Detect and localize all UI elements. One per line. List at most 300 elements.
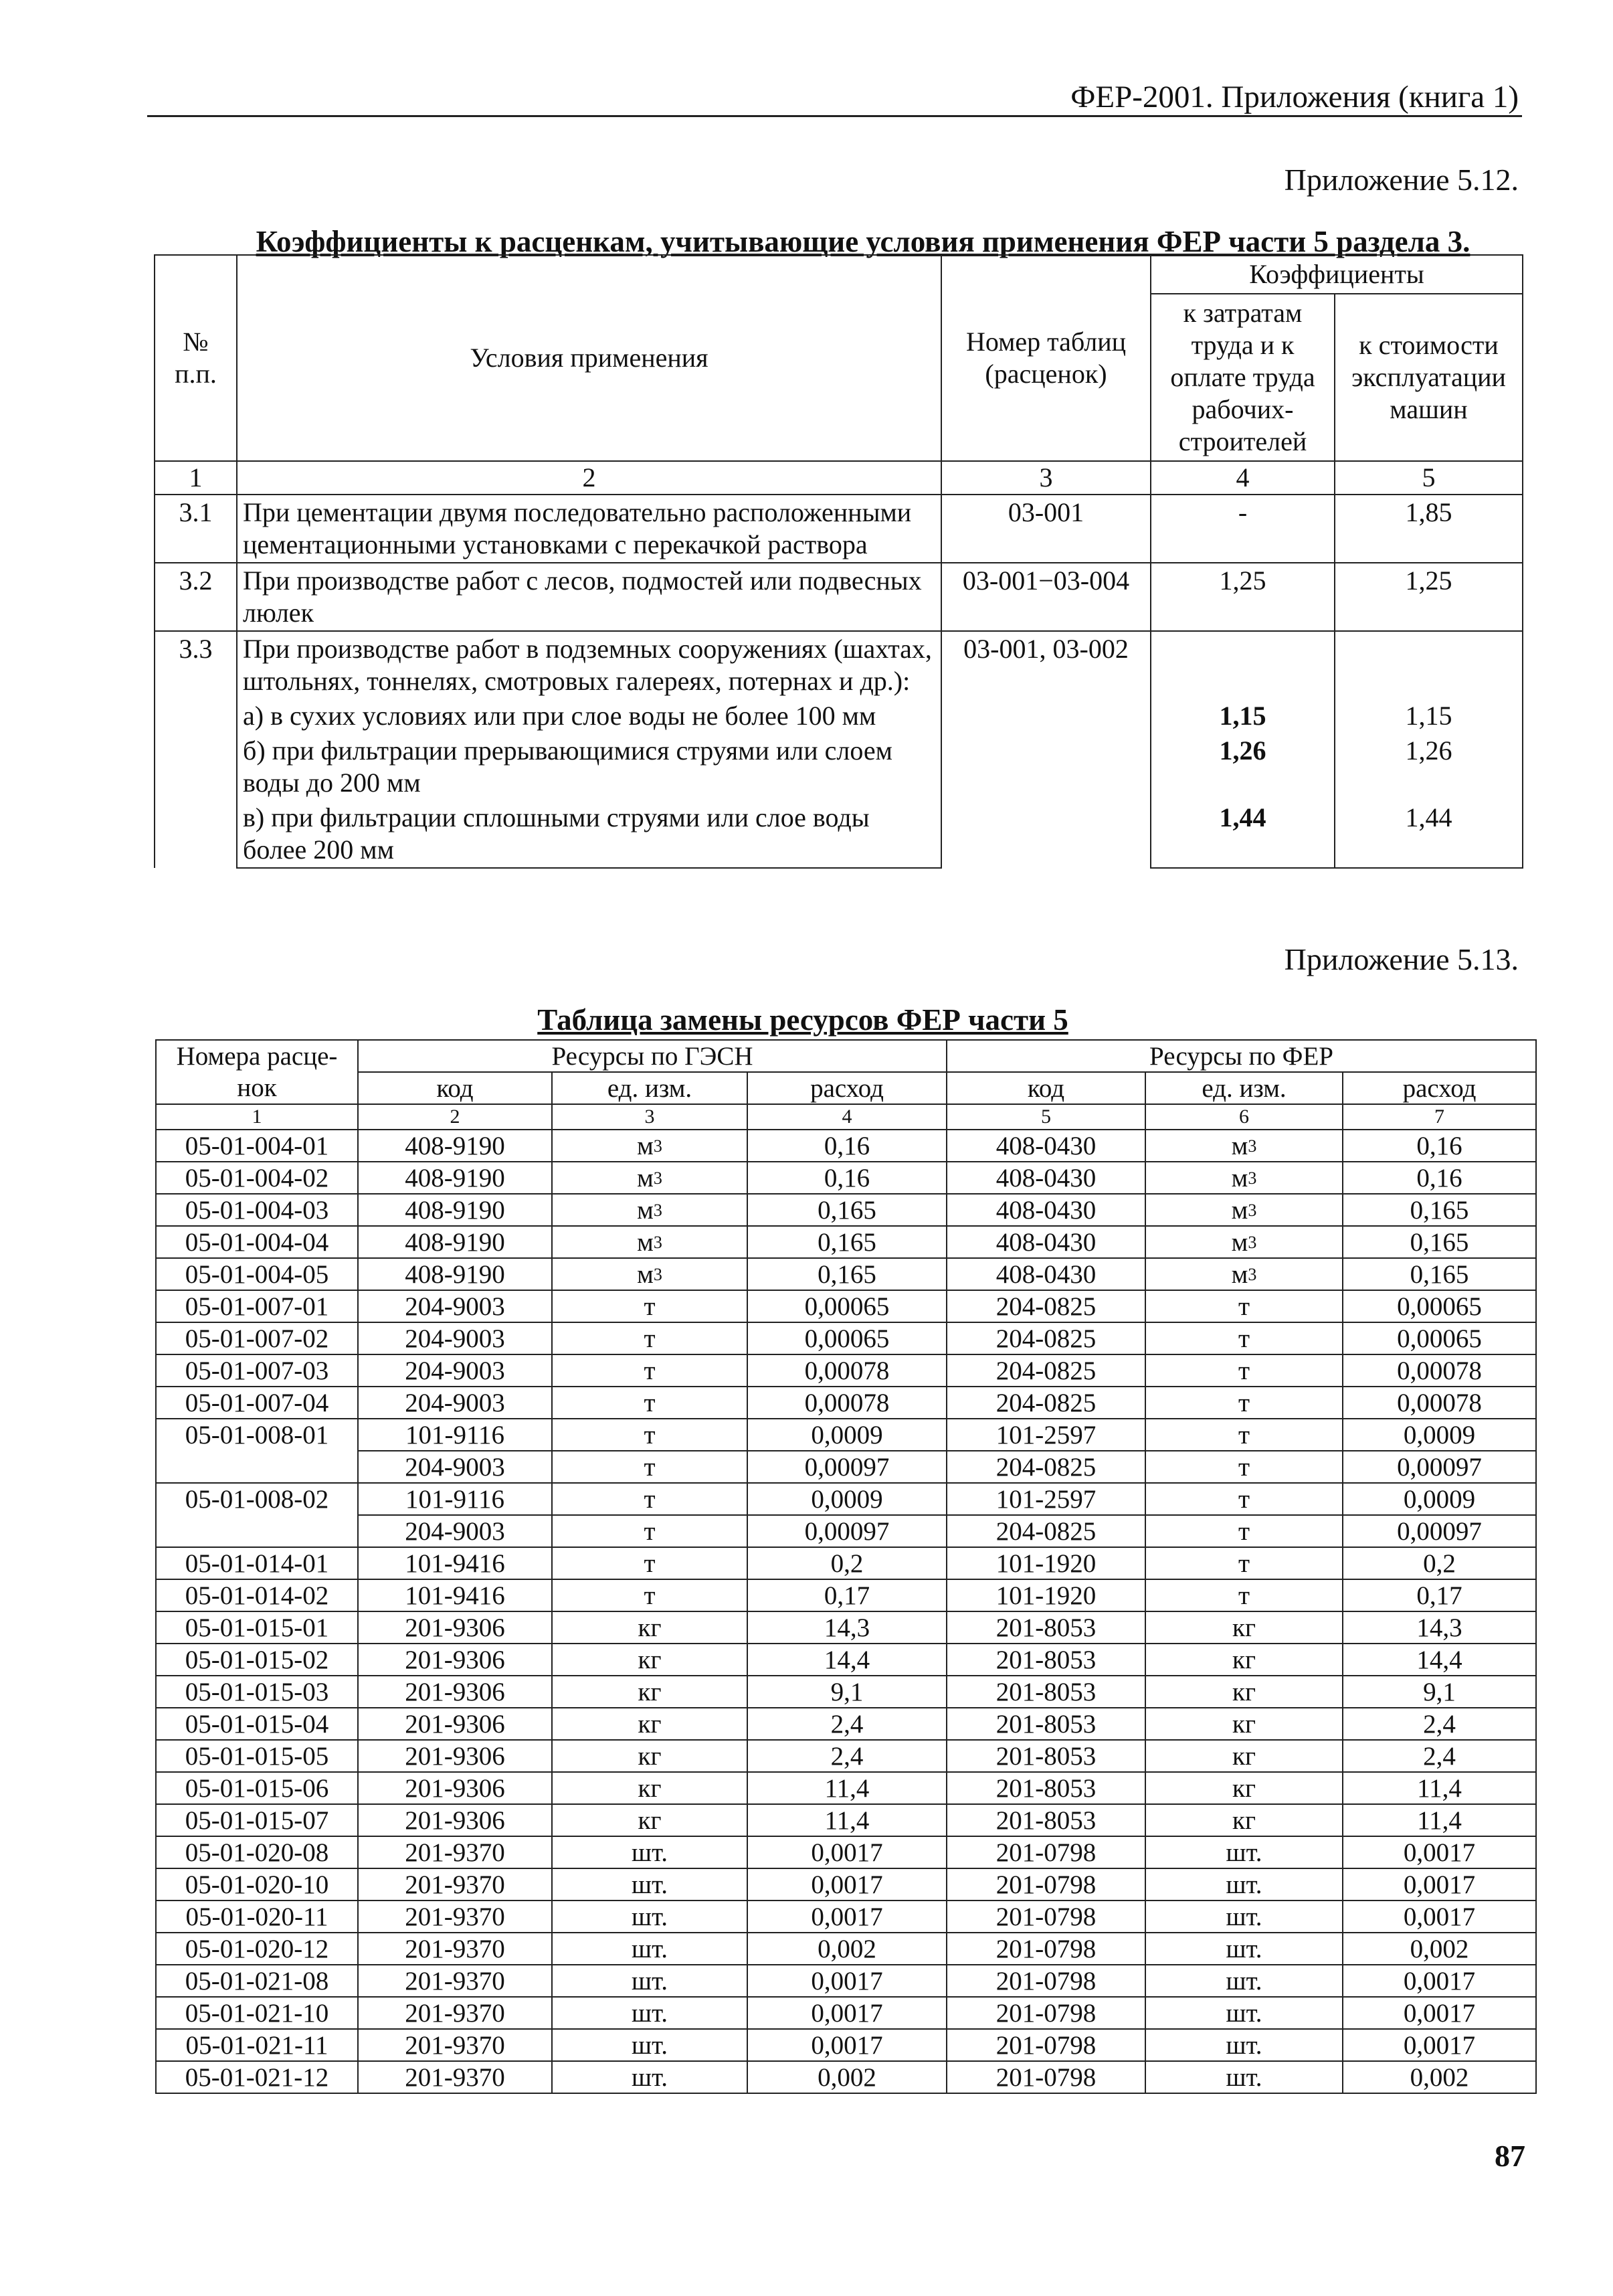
cell-fer-consumption: 0,0017 (1343, 1868, 1536, 1901)
cell-fer-code: 201-0798 (947, 1901, 1145, 1933)
column-number: 1 (156, 1104, 358, 1130)
cell-fer-unit: т (1145, 1290, 1343, 1322)
table-row (156, 1997, 1536, 2029)
cell-fer-consumption: 0,165 (1343, 1258, 1536, 1290)
cell-fer-unit: т (1145, 1547, 1343, 1579)
appendix-5-13-label: Приложение 5.13. (1284, 942, 1519, 976)
header-coefficients: Коэффициенты (1151, 255, 1523, 294)
cell-fer-unit (1145, 1226, 1343, 1258)
subrow-labor: 1,44 (1151, 800, 1335, 868)
cell-fer-unit: кг (1145, 1708, 1343, 1740)
header-gesn-unit: ед. изм. (552, 1072, 747, 1104)
cell-gesn-consumption: 0,2 (747, 1547, 947, 1579)
cell-gesn-code: 204-9003 (358, 1451, 552, 1483)
unit-superscript: 3 (653, 1200, 662, 1220)
cell-gesn-code: 201-9370 (358, 1997, 552, 2029)
table-row (156, 1708, 1536, 1740)
cell-gesn-unit: шт. (552, 1901, 747, 1933)
cell-rate-number: 05-01-015-02 (156, 1644, 358, 1676)
cell-gesn-unit (552, 1130, 747, 1162)
cell-fer-consumption: 2,4 (1343, 1740, 1536, 1772)
row-condition: При производстве работ в подземных сооружениях (шахтах, штольнях, тоннелях, смотровых галереях, потернах и др.): (237, 631, 941, 699)
cell-gesn-code: 204-9003 (358, 1387, 552, 1419)
table-1-title: Коэффициенты к расценкам, учитывающие условия применения ФЕР части 5 раздела 3. (256, 225, 1470, 258)
unit-base: м (1231, 1131, 1248, 1160)
table-row (156, 1354, 1536, 1387)
table-row (156, 1258, 1536, 1290)
cell-rate-number: 05-01-007-01 (156, 1290, 358, 1322)
unit-superscript: 3 (1248, 1168, 1257, 1188)
cell-gesn-unit: т (552, 1579, 747, 1611)
subrow-machines: 1,15 (1335, 699, 1523, 733)
header-fer-unit: ед. изм. (1145, 1072, 1343, 1104)
cell-gesn-code: 201-9306 (358, 1644, 552, 1676)
cell-gesn-consumption: 0,0017 (747, 1965, 947, 1997)
cell-gesn-code: 201-9370 (358, 1901, 552, 1933)
cell-fer-consumption: 0,00065 (1343, 1290, 1536, 1322)
cell-gesn-consumption: 11,4 (747, 1772, 947, 1804)
cell-gesn-unit: т (552, 1483, 747, 1515)
running-header: ФЕР-2001. Приложения (книга 1) (1070, 80, 1519, 114)
table-row (156, 1804, 1536, 1836)
table-row (156, 1515, 1536, 1547)
unit-superscript: 3 (653, 1136, 662, 1156)
cell-fer-consumption: 0,00078 (1343, 1354, 1536, 1387)
cell-fer-code: 204-0825 (947, 1354, 1145, 1387)
cell-fer-unit: кг (1145, 1644, 1343, 1676)
cell-fer-unit: шт. (1145, 1997, 1343, 2029)
cell-rate-number: 05-01-004-02 (156, 1162, 358, 1194)
cell-fer-code: 201-8053 (947, 1644, 1145, 1676)
cell-gesn-unit (552, 1194, 747, 1226)
cell-rate-number: 05-01-014-02 (156, 1579, 358, 1611)
cell-fer-consumption: 0,0017 (1343, 1836, 1536, 1868)
resources-table (155, 1039, 1537, 2094)
cell-gesn-unit: т (552, 1290, 747, 1322)
cell-gesn-code: 201-9370 (358, 1933, 552, 1965)
cell-fer-unit (1145, 1194, 1343, 1226)
cell-gesn-consumption: 0,17 (747, 1579, 947, 1611)
row-labor: - (1151, 495, 1335, 563)
table-row (155, 563, 1523, 631)
cell-fer-code: 101-1920 (947, 1547, 1145, 1579)
cell-gesn-consumption: 0,0017 (747, 1836, 947, 1868)
cell-rate-number: 05-01-007-04 (156, 1387, 358, 1419)
cell-rate-number: 05-01-004-05 (156, 1258, 358, 1290)
header-gesn: Ресурсы по ГЭСН (358, 1040, 947, 1072)
header-gesn-consumption: расход (747, 1072, 947, 1104)
cell-rate-number: 05-01-015-06 (156, 1772, 358, 1804)
cell-gesn-code: 201-9306 (358, 1611, 552, 1644)
cell-gesn-code: 204-9003 (358, 1354, 552, 1387)
cell-gesn-consumption: 0,0017 (747, 1868, 947, 1901)
cell-gesn-code: 408-9190 (358, 1258, 552, 1290)
table-subrow (155, 733, 1523, 800)
subrow-labor: 1,15 (1151, 699, 1335, 733)
cell-fer-unit: т (1145, 1579, 1343, 1611)
row-tables: 03-001−03-004 (941, 563, 1151, 631)
cell-fer-consumption: 0,00065 (1343, 1322, 1536, 1354)
cell-gesn-consumption: 0,00097 (747, 1451, 947, 1483)
table-row (156, 1579, 1536, 1611)
cell-gesn-consumption: 2,4 (747, 1708, 947, 1740)
cell-rate-number (156, 1451, 358, 1483)
cell-gesn-code: 204-9003 (358, 1290, 552, 1322)
cell-gesn-unit (552, 1226, 747, 1258)
cell-rate-number: 05-01-004-04 (156, 1226, 358, 1258)
row-labor (1151, 631, 1335, 699)
cell-gesn-consumption: 14,3 (747, 1611, 947, 1644)
cell-gesn-code: 101-9116 (358, 1483, 552, 1515)
table-row (156, 2061, 1536, 2093)
cell-fer-consumption: 9,1 (1343, 1676, 1536, 1708)
header-rates: Номера расце- (156, 1040, 358, 1072)
subrow-machines: 1,44 (1335, 800, 1523, 868)
table-row (156, 1611, 1536, 1644)
cell-fer-code: 408-0430 (947, 1162, 1145, 1194)
table-subrow (155, 800, 1523, 868)
cell-gesn-unit: кг (552, 1740, 747, 1772)
unit-superscript: 3 (653, 1264, 662, 1284)
cell-gesn-code: 201-9306 (358, 1708, 552, 1740)
row-tables: 03-001 (941, 495, 1151, 563)
table-row (156, 1290, 1536, 1322)
cell-gesn-code: 101-9116 (358, 1419, 552, 1451)
table-row (156, 1130, 1536, 1162)
cell-gesn-unit: т (552, 1387, 747, 1419)
cell-gesn-consumption: 0,00078 (747, 1387, 947, 1419)
table-row (156, 1868, 1536, 1901)
cell-fer-consumption: 0,00078 (1343, 1387, 1536, 1419)
unit-base: м (637, 1163, 654, 1193)
cell-rate-number: 05-01-021-12 (156, 2061, 358, 2093)
cell-gesn-consumption: 0,16 (747, 1130, 947, 1162)
cell-fer-consumption: 14,3 (1343, 1611, 1536, 1644)
cell-gesn-code: 201-9306 (358, 1804, 552, 1836)
row-num: 3.1 (155, 495, 237, 563)
cell-fer-code: 201-0798 (947, 1965, 1145, 1997)
table-row (156, 1419, 1536, 1451)
cell-fer-code: 204-0825 (947, 1290, 1145, 1322)
cell-fer-unit: шт. (1145, 1868, 1343, 1901)
cell-gesn-unit: шт. (552, 2061, 747, 2093)
cell-gesn-consumption: 0,002 (747, 1933, 947, 1965)
cell-rate-number (156, 1515, 358, 1547)
cell-fer-consumption: 0,0017 (1343, 1901, 1536, 1933)
cell-gesn-unit: т (552, 1354, 747, 1387)
cell-fer-code: 201-0798 (947, 1933, 1145, 1965)
cell-gesn-consumption: 2,4 (747, 1740, 947, 1772)
cell-fer-unit: шт. (1145, 1901, 1343, 1933)
unit-base: м (637, 1131, 654, 1160)
row-num: 3.2 (155, 563, 237, 631)
cell-gesn-consumption: 0,0017 (747, 2029, 947, 2061)
table-row (156, 1547, 1536, 1579)
cell-fer-code: 201-0798 (947, 1836, 1145, 1868)
unit-superscript: 3 (1248, 1136, 1257, 1156)
unit-superscript: 3 (653, 1232, 662, 1252)
table-row (156, 1451, 1536, 1483)
header-tables: Номер таблиц (расценок) (941, 255, 1151, 461)
cell-fer-unit: кг (1145, 1804, 1343, 1836)
cell-fer-consumption: 0,0017 (1343, 1997, 1536, 2029)
cell-fer-code: 201-8053 (947, 1804, 1145, 1836)
table-row (155, 631, 1523, 699)
cell-rate-number: 05-01-020-11 (156, 1901, 358, 1933)
row-condition: При производстве работ с лесов, подмостей или подвесных люлек (237, 563, 941, 631)
cell-gesn-unit: шт. (552, 2029, 747, 2061)
cell-rate-number: 05-01-015-07 (156, 1804, 358, 1836)
resources-table-body (156, 1130, 1536, 2093)
page-number: 87 (1495, 2139, 1525, 2173)
table-row (156, 1226, 1536, 1258)
cell-gesn-code: 201-9370 (358, 1868, 552, 1901)
appendix-5-12-label: Приложение 5.12. (1284, 163, 1519, 197)
table-row (156, 1933, 1536, 1965)
cell-gesn-unit: кг (552, 1676, 747, 1708)
cell-rate-number: 05-01-020-10 (156, 1868, 358, 1901)
cell-fer-consumption: 14,4 (1343, 1644, 1536, 1676)
cell-gesn-consumption: 0,0009 (747, 1483, 947, 1515)
table-row (156, 1644, 1536, 1676)
cell-gesn-unit: кг (552, 1708, 747, 1740)
cell-gesn-consumption: 0,165 (747, 1226, 947, 1258)
table-row (156, 1740, 1536, 1772)
cell-gesn-unit: т (552, 1515, 747, 1547)
cell-gesn-unit: кг (552, 1772, 747, 1804)
cell-fer-code: 204-0825 (947, 1322, 1145, 1354)
unit-base: м (637, 1195, 654, 1225)
cell-gesn-consumption: 0,16 (747, 1162, 947, 1194)
cell-rate-number: 05-01-007-02 (156, 1322, 358, 1354)
cell-gesn-unit (552, 1258, 747, 1290)
cell-fer-code: 201-8053 (947, 1676, 1145, 1708)
table-row (156, 1965, 1536, 1997)
cell-gesn-consumption: 0,165 (747, 1194, 947, 1226)
cell-fer-unit: шт. (1145, 1836, 1343, 1868)
table-row (156, 1772, 1536, 1804)
cell-fer-code: 201-8053 (947, 1740, 1145, 1772)
column-number: 4 (747, 1104, 947, 1130)
cell-fer-consumption: 0,165 (1343, 1226, 1536, 1258)
unit-base: м (1231, 1259, 1248, 1289)
cell-fer-consumption: 0,17 (1343, 1579, 1536, 1611)
cell-fer-unit: т (1145, 1387, 1343, 1419)
cell-fer-code: 201-0798 (947, 1868, 1145, 1901)
table-row (156, 2029, 1536, 2061)
cell-gesn-unit: шт. (552, 1933, 747, 1965)
cell-rate-number: 05-01-014-01 (156, 1547, 358, 1579)
cell-fer-unit: т (1145, 1515, 1343, 1547)
cell-rate-number: 05-01-015-05 (156, 1740, 358, 1772)
cell-gesn-code: 408-9190 (358, 1226, 552, 1258)
header-rates-cont: нок (156, 1072, 358, 1104)
cell-gesn-consumption: 0,0017 (747, 1997, 947, 2029)
cell-gesn-consumption: 0,002 (747, 2061, 947, 2093)
cell-gesn-unit: кг (552, 1644, 747, 1676)
unit-base: м (637, 1227, 654, 1257)
cell-fer-code: 101-2597 (947, 1483, 1145, 1515)
cell-fer-unit: кг (1145, 1740, 1343, 1772)
cell-gesn-code: 201-9306 (358, 1676, 552, 1708)
unit-superscript: 3 (1248, 1200, 1257, 1220)
cell-gesn-unit: т (552, 1451, 747, 1483)
cell-fer-unit: шт. (1145, 2029, 1343, 2061)
cell-gesn-unit: кг (552, 1804, 747, 1836)
coefficients-table (154, 254, 1523, 869)
cell-fer-consumption: 0,002 (1343, 1933, 1536, 1965)
unit-superscript: 3 (1248, 1264, 1257, 1284)
subrow-condition: а) в сухих условиях или при слое воды не более 100 мм (237, 699, 941, 733)
cell-rate-number: 05-01-004-01 (156, 1130, 358, 1162)
cell-gesn-consumption: 0,165 (747, 1258, 947, 1290)
cell-gesn-consumption: 0,00097 (747, 1515, 947, 1547)
cell-fer-code: 201-0798 (947, 2061, 1145, 2093)
cell-rate-number: 05-01-008-02 (156, 1483, 358, 1515)
cell-fer-consumption: 0,16 (1343, 1130, 1536, 1162)
cell-gesn-unit: т (552, 1419, 747, 1451)
subrow-machines: 1,26 (1335, 733, 1523, 800)
cell-gesn-consumption: 11,4 (747, 1804, 947, 1836)
header-labor: к затратам труда и к оплате труда рабочих-строителей (1151, 294, 1335, 461)
header-rule (147, 115, 1522, 117)
cell-fer-consumption: 0,00097 (1343, 1451, 1536, 1483)
cell-gesn-code: 201-9306 (358, 1772, 552, 1804)
column-number: 2 (358, 1104, 552, 1130)
table-row (155, 495, 1523, 563)
unit-base: м (1231, 1227, 1248, 1257)
column-number: 3 (552, 1104, 747, 1130)
subrow-condition: в) при фильтрации сплошными струями или слое воды более 200 мм (237, 800, 941, 868)
cell-rate-number: 05-01-015-03 (156, 1676, 358, 1708)
table-row (156, 1483, 1536, 1515)
cell-fer-unit (1145, 1258, 1343, 1290)
table-2-title: Таблица замены ресурсов ФЕР части 5 (537, 1003, 1068, 1037)
cell-gesn-unit: шт. (552, 1965, 747, 1997)
cell-fer-unit: шт. (1145, 1933, 1343, 1965)
cell-fer-code: 204-0825 (947, 1515, 1145, 1547)
cell-gesn-code: 204-9003 (358, 1515, 552, 1547)
cell-gesn-unit: т (552, 1547, 747, 1579)
cell-gesn-code: 101-9416 (358, 1547, 552, 1579)
column-number: 6 (1145, 1104, 1343, 1130)
column-number: 5 (1335, 461, 1523, 495)
header-fer-code: код (947, 1072, 1145, 1104)
header-gesn-code: код (358, 1072, 552, 1104)
header-fer: Ресурсы по ФЕР (947, 1040, 1536, 1072)
column-number: 4 (1151, 461, 1335, 495)
header-conditions: Условия применения (237, 255, 941, 461)
cell-fer-code: 201-8053 (947, 1772, 1145, 1804)
cell-fer-code: 101-1920 (947, 1579, 1145, 1611)
row-machines: 1,25 (1335, 563, 1523, 631)
cell-rate-number: 05-01-007-03 (156, 1354, 358, 1387)
cell-fer-code: 204-0825 (947, 1451, 1145, 1483)
cell-fer-unit: т (1145, 1419, 1343, 1451)
cell-fer-unit (1145, 1162, 1343, 1194)
cell-gesn-code: 201-9370 (358, 1965, 552, 1997)
cell-fer-unit: шт. (1145, 1965, 1343, 1997)
cell-fer-unit: кг (1145, 1772, 1343, 1804)
cell-gesn-code: 204-9003 (358, 1322, 552, 1354)
cell-fer-unit: т (1145, 1322, 1343, 1354)
table-row (156, 1322, 1536, 1354)
cell-fer-consumption: 0,0017 (1343, 1965, 1536, 1997)
cell-gesn-consumption: 0,0009 (747, 1419, 947, 1451)
cell-gesn-code: 201-9370 (358, 1836, 552, 1868)
cell-fer-unit: кг (1145, 1676, 1343, 1708)
table-row (156, 1194, 1536, 1226)
cell-gesn-consumption: 0,00065 (747, 1290, 947, 1322)
row-labor: 1,25 (1151, 563, 1335, 631)
cell-fer-unit: шт. (1145, 2061, 1343, 2093)
cell-gesn-unit: т (552, 1322, 747, 1354)
cell-rate-number: 05-01-015-04 (156, 1708, 358, 1740)
cell-fer-consumption: 0,00097 (1343, 1515, 1536, 1547)
cell-fer-unit (1145, 1130, 1343, 1162)
cell-rate-number: 05-01-021-11 (156, 2029, 358, 2061)
cell-gesn-unit: шт. (552, 1836, 747, 1868)
cell-fer-consumption: 2,4 (1343, 1708, 1536, 1740)
cell-fer-code: 201-8053 (947, 1708, 1145, 1740)
cell-fer-code: 201-0798 (947, 2029, 1145, 2061)
cell-gesn-consumption: 14,4 (747, 1644, 947, 1676)
header-fer-consumption: расход (1343, 1072, 1536, 1104)
cell-fer-unit: кг (1145, 1611, 1343, 1644)
row-condition: При цементации двумя последовательно расположенными цементационными установками с перекачкой раствора (237, 495, 941, 563)
cell-gesn-code: 101-9416 (358, 1579, 552, 1611)
cell-gesn-consumption: 0,00065 (747, 1322, 947, 1354)
row-machines: 1,85 (1335, 495, 1523, 563)
table-subrow (155, 699, 1523, 733)
cell-rate-number: 05-01-008-01 (156, 1419, 358, 1451)
cell-fer-code: 201-0798 (947, 1997, 1145, 2029)
table-row (156, 1676, 1536, 1708)
cell-rate-number: 05-01-020-12 (156, 1933, 358, 1965)
table-row (156, 1387, 1536, 1419)
cell-fer-code: 201-8053 (947, 1611, 1145, 1644)
unit-base: м (1231, 1195, 1248, 1225)
row-num: 3.3 (155, 631, 237, 868)
unit-base: м (637, 1259, 654, 1289)
cell-fer-consumption: 0,0017 (1343, 2029, 1536, 2061)
cell-fer-consumption: 0,16 (1343, 1162, 1536, 1194)
cell-fer-code: 408-0430 (947, 1194, 1145, 1226)
cell-gesn-unit: шт. (552, 1868, 747, 1901)
cell-gesn-code: 408-9190 (358, 1130, 552, 1162)
cell-gesn-unit: кг (552, 1611, 747, 1644)
cell-gesn-consumption: 0,00078 (747, 1354, 947, 1387)
cell-gesn-unit (552, 1162, 747, 1194)
cell-rate-number: 05-01-021-10 (156, 1997, 358, 2029)
cell-fer-consumption: 0,002 (1343, 2061, 1536, 2093)
column-number: 2 (237, 461, 941, 495)
column-number: 3 (941, 461, 1151, 495)
cell-fer-consumption: 0,2 (1343, 1547, 1536, 1579)
cell-gesn-code: 201-9370 (358, 2061, 552, 2093)
cell-fer-code: 408-0430 (947, 1226, 1145, 1258)
cell-fer-consumption: 11,4 (1343, 1804, 1536, 1836)
table-row (156, 1901, 1536, 1933)
header-machines: к стоимости эксплуатации машин (1335, 294, 1523, 461)
cell-fer-consumption: 11,4 (1343, 1772, 1536, 1804)
subrow-labor: 1,26 (1151, 733, 1335, 800)
cell-rate-number: 05-01-020-08 (156, 1836, 358, 1868)
cell-rate-number: 05-01-015-01 (156, 1611, 358, 1644)
table-row (156, 1836, 1536, 1868)
cell-fer-consumption: 0,0009 (1343, 1483, 1536, 1515)
cell-fer-code: 408-0430 (947, 1258, 1145, 1290)
